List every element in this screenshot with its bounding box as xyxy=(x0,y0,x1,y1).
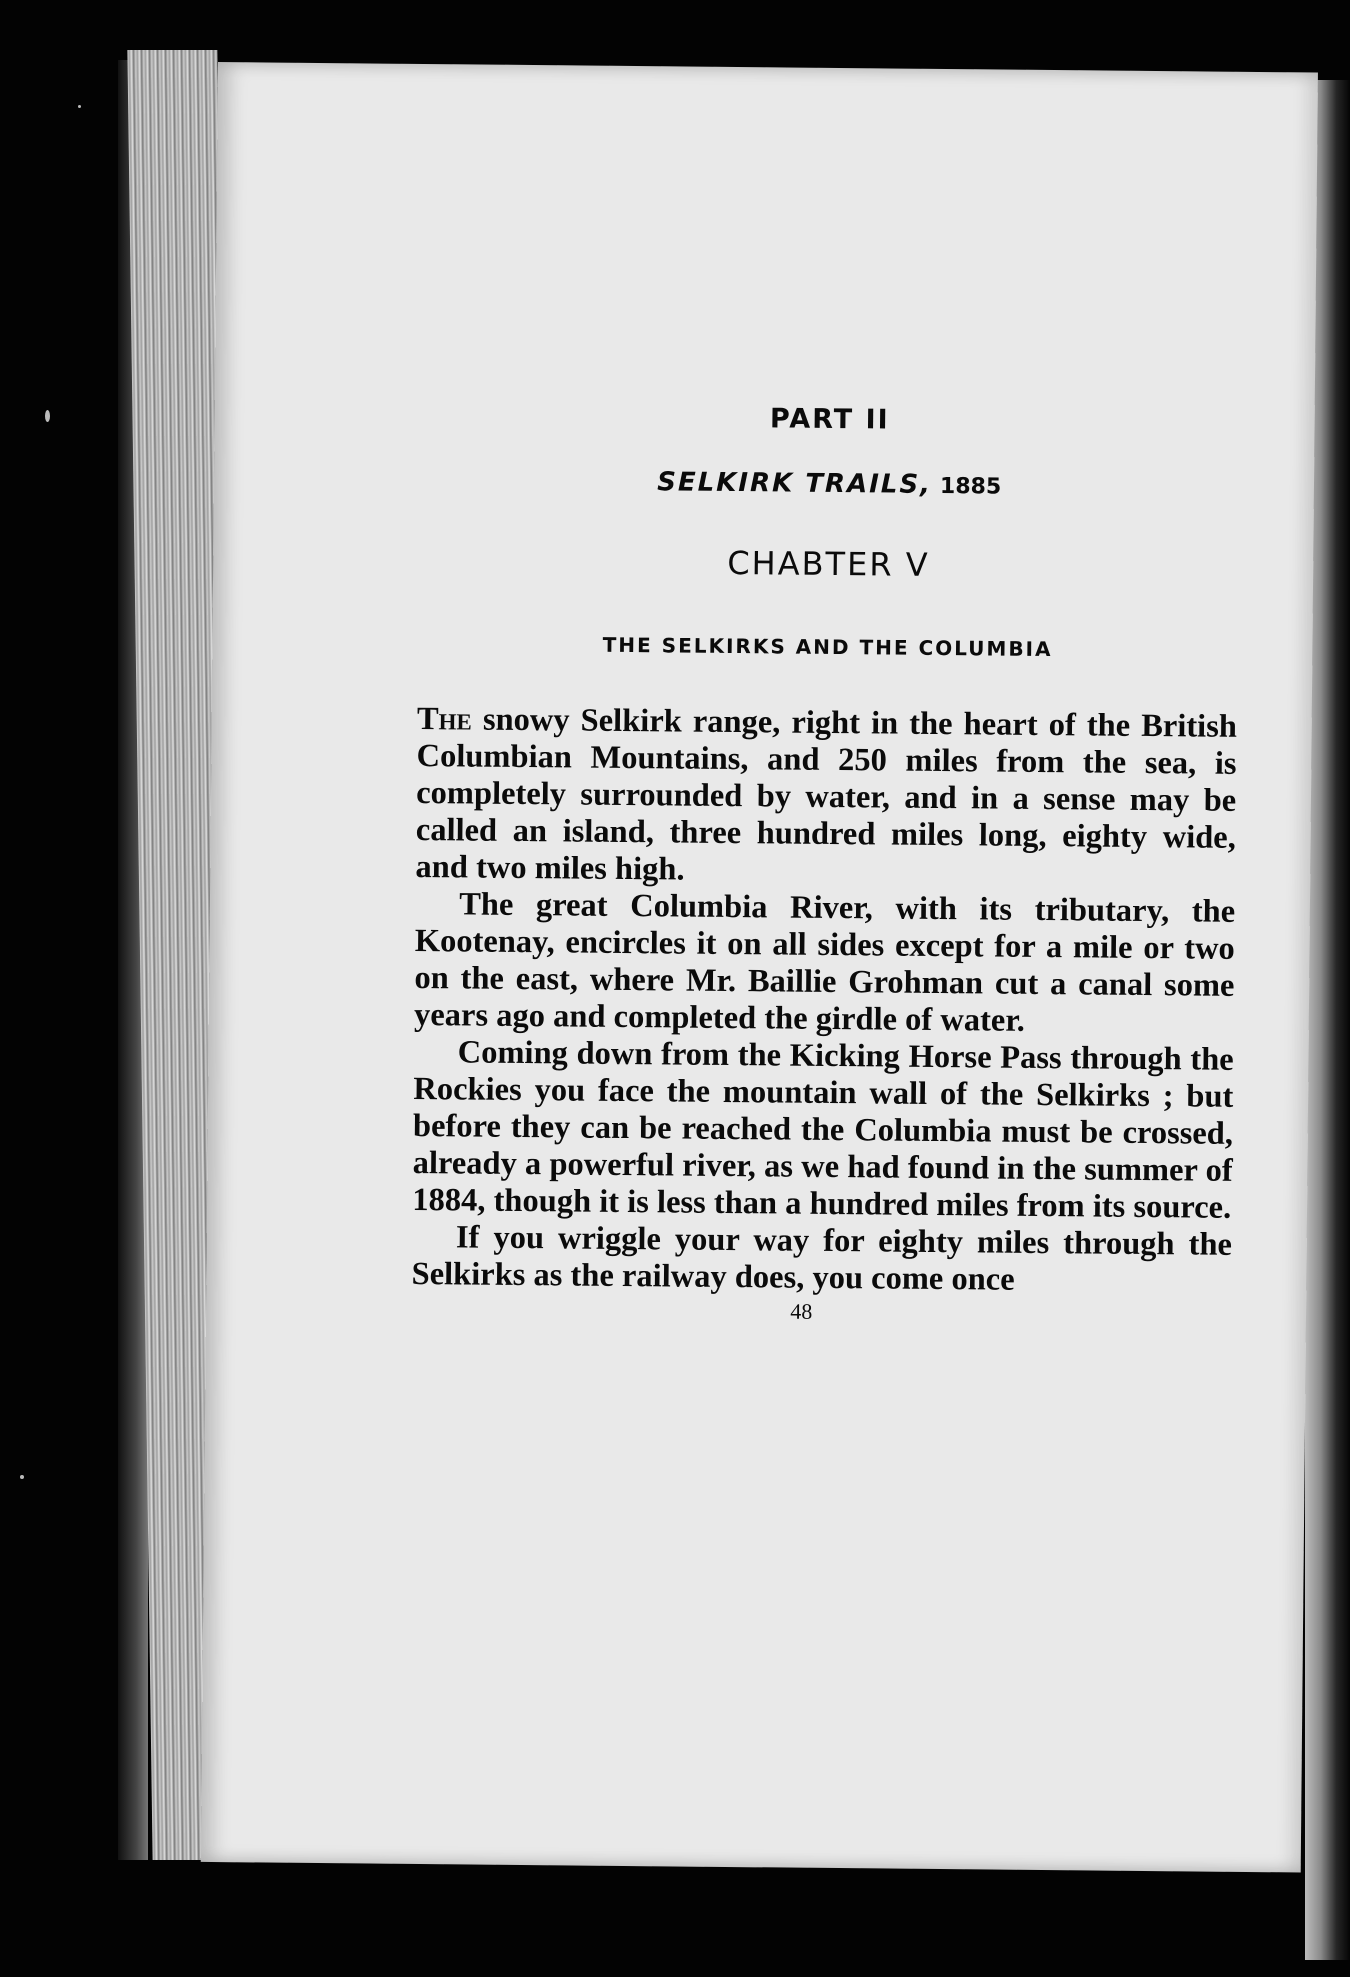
part-subtitle xyxy=(419,465,1239,503)
paragraph-text: snowy Selkirk range, right in the heart of the British Columbian Mountains, and 250 miles from the sea, is completely surrounded by water, and in a sense may be called an island, three hundred miles long, eighty wide, and two miles high. xyxy=(415,701,1238,888)
body-text xyxy=(411,701,1237,1301)
chapter-title: THE SELKIRKS AND THE COLUMBIA xyxy=(602,632,1053,662)
scan-speck xyxy=(45,410,50,422)
chapter-heading: CHABTER V xyxy=(727,543,930,584)
scan-speck xyxy=(20,1475,24,1479)
page-text xyxy=(411,400,1240,1329)
paragraph: If you wriggle your way for eighty miles through the Selkirks as the railway does, you come once xyxy=(411,1219,1233,1298)
page-number: 48 xyxy=(790,1298,813,1324)
part-heading: PART II xyxy=(769,403,890,436)
paragraph-opening-word: The xyxy=(416,700,473,738)
paragraph xyxy=(415,701,1237,894)
scan-speck xyxy=(78,105,81,108)
part-subtitle-year: 1885 xyxy=(939,473,1002,500)
paragraph: The great Columbia River, with its tributary, the Kootenay, encircles it on all sides except for a mile or two on the east, where Mr. Baillie Grohman cut a canal some years ago and completed the girdle of water. xyxy=(413,886,1236,1039)
paragraph: Coming down from the Kicking Horse Pass through the Rockies you face the mountain wall of the Selkirks ; but before they can be reached the Columbia must be crossed, already a powerful river, as we had found in the summer of 1884, though it is less than a hundred miles from its source. xyxy=(412,1034,1234,1226)
part-subtitle-text: SELKIRK TRAILS, xyxy=(657,467,933,500)
